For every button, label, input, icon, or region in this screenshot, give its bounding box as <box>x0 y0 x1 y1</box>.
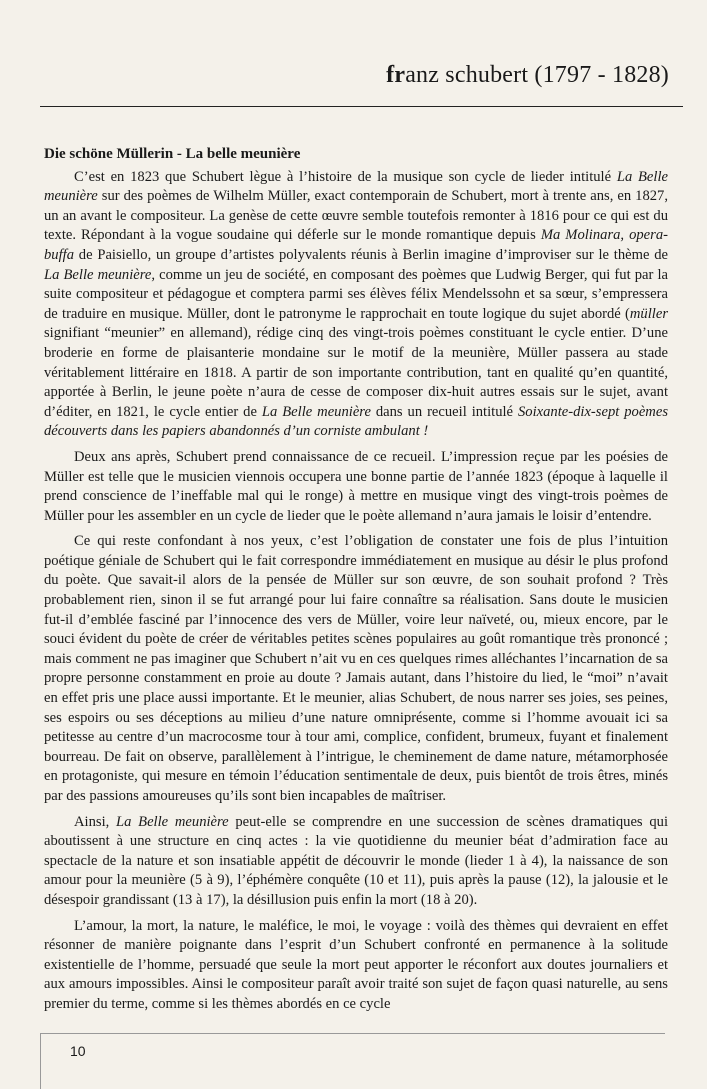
paragraph: Ce qui reste confondant à nos yeux, c’est l’obligation de constater une fois de plus l’intuition poétique géniale de Schubert qui le fait correspondre immédiatement en musique au désir le plus profond du poète. Que savait-il alors de la pensée de Müller sur son œuvre, de son souhait profond ? Très probablement rien, sinon il se fut arrangé pour lui faire connaître sa réalisation. Sans doute le musicien fut-il d’emblée fasciné par l’innocence des vers de Müller, voire leur naïveté, ou, mieux encore, par le souci évident du poète de créer de véritables petites scènes populaires au goût romantique très prononcé ; mais comment ne pas imaginer que Schubert n’ait vu en ces quelques rimes alléchantes l’incarnation de sa propre personne constamment en proie au doute ? Jamais autant, dans l’histoire du lied, le “moi” n’avait en effet pris une place aussi importante. Et le meunier, alias Schubert, de nous narrer ses joies, ses peines, ses espoirs ou ses déceptions au milieu d’une nature omniprésente, comme si l’homme avouait ici sa petitesse au centre d’un macrocosme tour à tour ami, complice, confident, brumeux, fuyant et finalement bourreau. De fait on observe, parallèlement à l’intrigue, le cheminement de dame nature, métamorphosée en protagoniste, qui mesure en témoin l’éducation sentimentale de deux, puis bientôt de trois êtres, minés par des passions amoureuses qu’ils sont bien incapables de maîtriser. <box>44 533 668 804</box>
footer-rule <box>40 1033 665 1034</box>
footer-rule-vertical <box>40 1033 41 1089</box>
page-header-title <box>386 62 669 89</box>
paragraph: Deux ans après, Schubert prend connaissance de ce recueil. L’impression reçue par les poésies de Müller est telle que le musicien viennois occupera une bonne partie de l’année 1823 (époque à laquelle il prend conscience de l’ineffable mal qui le ronge) à mettre en musique vingt des vingt-trois poèmes de Müller pour les assembler en un cycle de lieder que le poète allemand n’aura jamais le loisir d’entendre. <box>44 448 668 524</box>
paragraph: C’est en 1823 que Schubert lègue à l’histoire de la musique son cycle de lieder intitulé La Belle meunière sur des poèmes de Wilhelm Müller, exact contemporain de Schubert, mort à trente ans, en 1827, un an avant le compositeur. La genèse de cette œuvre semble toutefois remonter à 1816 pour ce qui est du texte. Répondant à la vogue soudaine qui déferle sur le monde romantique depuis Ma Molinara, opera-buffa de Paisiello, un groupe d’artistes polyvalents réunis à Berlin imagine d’improviser sur le thème de La Belle meunière, comme un jeu de société, en composant des poèmes que Ludwig Berger, qui fut par la suite compositeur et pédagogue et comptera parmi ses élèves félix Mendelssohn et sa sœur, s’empressera de traduire en musique. Müller, dont le patronyme le rapprochait en toute logique du sujet abordé (müller signifiant “meunier” en allemand), rédige cinq des vingt-trois poèmes constituant le cycle entier. D’une broderie en forme de plaisanterie mondaine sur le motif de la meunière, Müller passera au stade véritablement littéraire en 1818. A partir de son importante contribution, tant en qualité qu’en quantité, apportée à Berlin, le jeune poète n’aura de cesse de composer dix-huit autres essais sur le sujet, avant d’éditer, en 1821, le cycle entier de La Belle meunière dans un recueil intitulé Soixante-dix-sept poèmes découverts dans les papiers abandonnés d’un corniste ambulant ! <box>44 168 668 440</box>
article-body <box>44 145 668 1021</box>
header-title-bold: fr <box>386 62 406 88</box>
header-title-rest: anz schubert (1797 - 1828) <box>405 62 669 88</box>
header-rule <box>40 106 683 107</box>
page-number: 10 <box>70 1043 86 1059</box>
paragraph: L’amour, la mort, la nature, le maléfice, le moi, le voyage : voilà des thèmes qui devraient en effet résonner de manière poignante dans l’esprit d’un Schubert confronté en permanence à la solitude existentielle de l’homme, persuadé que seule la mort peut apporter le réconfort aux doutes journaliers et aux amours impossibles. Ainsi le compositeur paraît avoir traité son sujet de façon quasi naturelle, au sens premier du terme, comme si les thèmes abordés en ce cycle <box>44 917 668 1012</box>
section-heading: Die schöne Müllerin - La belle meunière <box>44 146 301 162</box>
paragraph: Ainsi, La Belle meunière peut-elle se comprendre en une succession de scènes dramatiques qui aboutissent à une structure en cinq actes : la vie quotidienne du meunier béat d’admiration face au spectacle de la nature et son insatiable appétit de découvrir le monde (lieder 1 à 4), la naissance de son amour pour la meunière (5 à 9), l’éphémère conquête (10 et 11), puis après la pause (12), la jalousie et le désespoir grandissant (13 à 17), la désillusion puis enfin la mort (18 à 20). <box>44 813 668 908</box>
